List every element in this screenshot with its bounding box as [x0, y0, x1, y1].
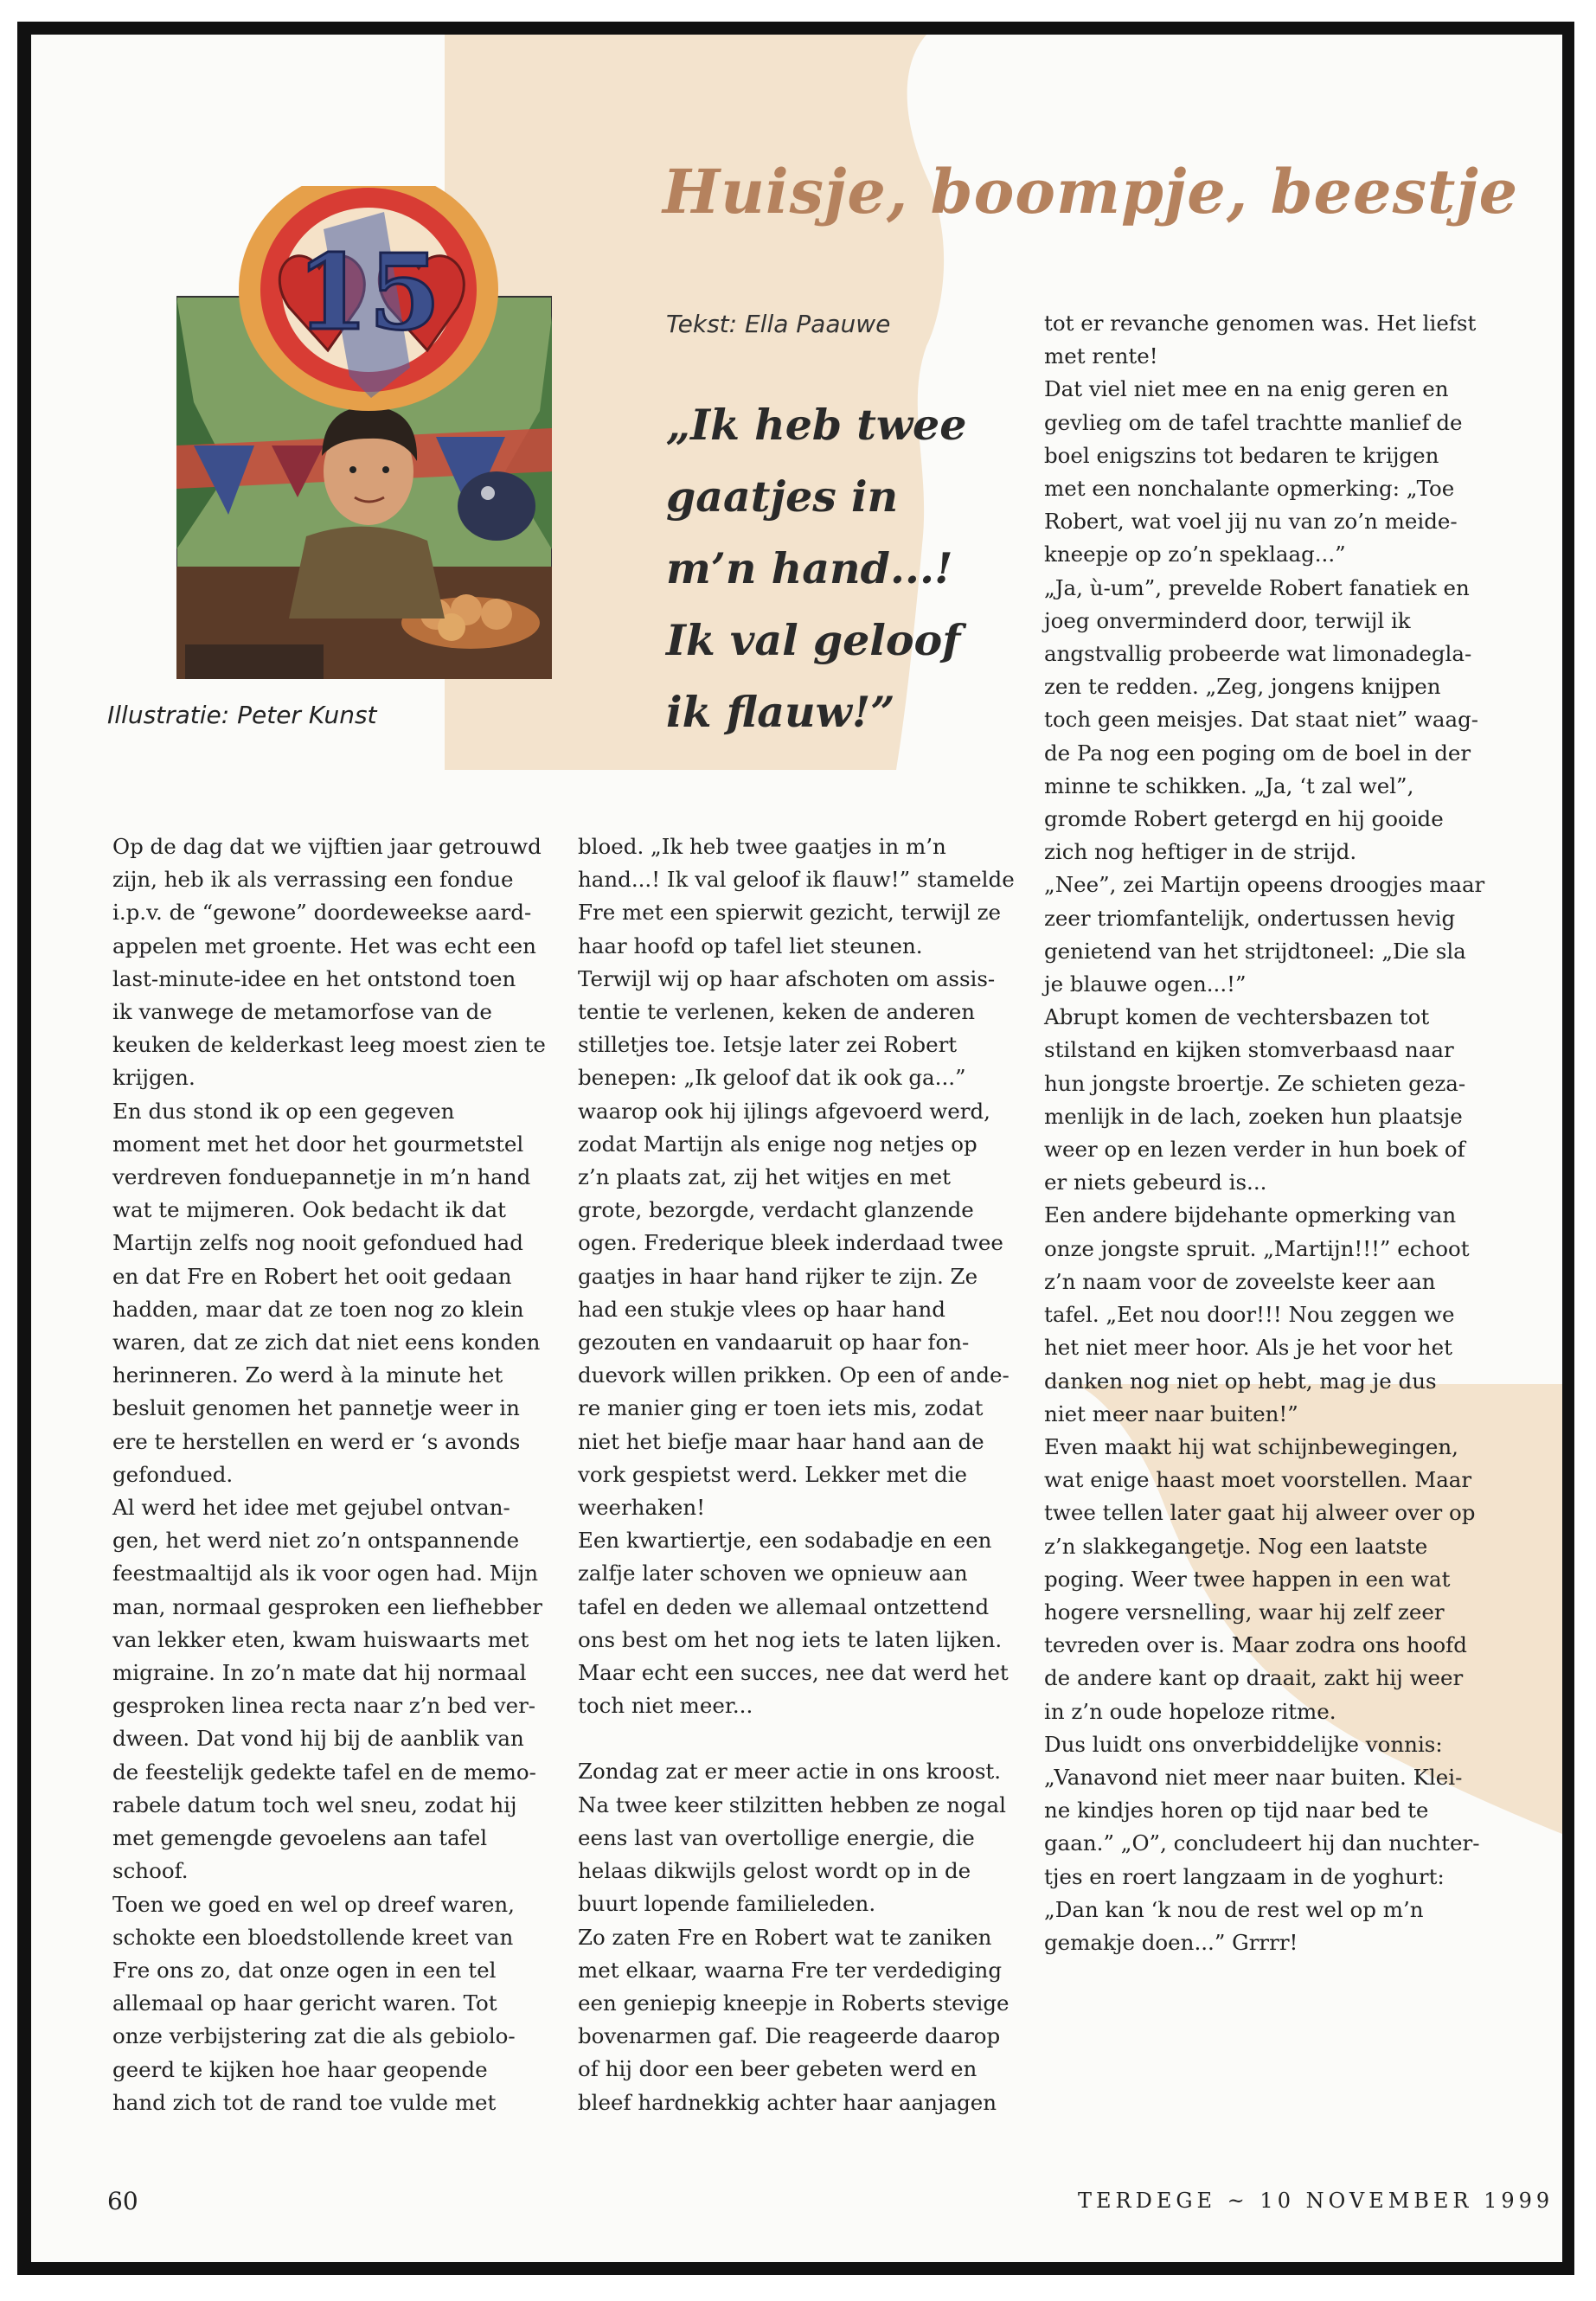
text-line: tafel en deden we allemaal ontzettend [578, 1593, 990, 1619]
text-line: En dus stond ik op een gegeven [112, 1098, 455, 1124]
article-column-1 [112, 830, 546, 2119]
text-line: tjes en roert langzaam in de yoghurt: [1044, 1863, 1445, 1889]
text-line: z’n plaats zat, zij het witjes en met [578, 1164, 951, 1190]
text-line: tafel. „Eet nou door!!! Nou zeggen we [1044, 1302, 1455, 1328]
text-line: poging. Weer twee happen in een wat [1044, 1566, 1451, 1592]
text-line: re manier ging er toen iets mis, zodat [578, 1395, 984, 1421]
text-line: zalfje later schoven we opnieuw aan [578, 1561, 968, 1586]
text-line: gefondued. [112, 1461, 234, 1487]
text-line: allemaal op haar gericht waren. Tot [112, 1990, 497, 2016]
text-line: buurt lopende familieleden. [578, 1891, 876, 1917]
text-line: helaas dikwijls gelost wordt op in de [578, 1858, 971, 1884]
text-line: Dus luidt ons onverbiddelijke vonnis: [1044, 1731, 1443, 1757]
text-line: Robert, wat voel jij nu van zo’n meide- [1044, 509, 1458, 535]
text-line: Zo zaten Fre en Robert wat te zaniken [578, 1924, 992, 1950]
text-line: last-minute-idee en het ontstond toen [112, 965, 516, 991]
text-line: eens last van overtollige energie, die [578, 1824, 975, 1850]
text-line: met een nonchalante opmerking: „Toe [1044, 476, 1455, 502]
text-line: danken nog niet op hebt, mag je dus [1044, 1368, 1437, 1394]
text-line: je blauwe ogen...!” [1044, 971, 1247, 997]
text-line: met gemengde gevoelens aan tafel [112, 1825, 488, 1851]
pull-quote: „Ik heb twee gaatjes in m’n hand...! Ik val geloof ik flauw!” [666, 400, 967, 737]
text-line: Martijn zelfs nog nooit gefondued had [112, 1230, 523, 1256]
text-line: geerd te kijken hoe haar geopende [112, 2056, 488, 2082]
text-line: hadden, maar dat ze toen nog zo klein [112, 1296, 524, 1322]
text-line: Even maakt hij wat schijnbewegingen, [1044, 1433, 1458, 1459]
text-line: of hij door een beer gebeten werd en [578, 2056, 977, 2082]
text-line: hand...! Ik val geloof ik flauw!” stamelde [578, 867, 1015, 893]
text-line: Een kwartiertje, een sodabadje en een [578, 1528, 992, 1554]
text-line: tentie te verlenen, keken de anderen [578, 999, 976, 1025]
text-line: Dat viel niet mee en na enig geren en [1044, 376, 1449, 402]
text-line: Zondag zat er meer actie in ons kroost. [578, 1759, 1002, 1785]
illustration-image [176, 186, 552, 679]
text-line: Fre ons zo, dat onze ogen in een tel [112, 1957, 497, 1983]
text-line: herinneren. Zo werd à la minute het [112, 1362, 503, 1388]
text-line: Na twee keer stilzitten hebben ze nogal [578, 1791, 1006, 1817]
text-line: Een andere bijdehante opmerking van [1044, 1202, 1457, 1228]
text-line: schoof. [112, 1858, 189, 1884]
text-line: appelen met groente. Het was echt een [112, 933, 536, 958]
text-line: dween. Dat vond hij bij de aanblik van [112, 1726, 524, 1752]
text-line: zen te redden. „Zeg, jongens knijpen [1044, 674, 1441, 700]
text-line: besluit genomen het pannetje weer in [112, 1395, 520, 1421]
text-line: z’n naam voor de zoveelste keer aan [1044, 1268, 1436, 1294]
text-line: Al werd het idee met gejubel ontvan- [112, 1495, 510, 1521]
text-line: gromde Robert getergd en hij gooide [1044, 806, 1444, 832]
text-line: moment met het door het gourmetstel [112, 1131, 524, 1157]
text-line: weerhaken! [578, 1495, 706, 1521]
text-line: onze verbijstering zat die als gebiolo- [112, 2023, 516, 2049]
text-line: toch niet meer... [578, 1693, 753, 1719]
text-line: joeg onverminderd door, terwijl ik [1044, 607, 1411, 633]
text-line: weer op en lezen verder in hun boek of [1044, 1137, 1465, 1163]
text-line: tevreden over is. Maar zodra ons hoofd [1044, 1632, 1467, 1658]
text-line: twee tellen later gaat hij alweer over op [1044, 1500, 1476, 1526]
text-line: hun jongste broertje. Ze schieten geza- [1044, 1070, 1466, 1096]
text-line: grote, bezorgde, verdacht glanzende [578, 1197, 974, 1223]
text-line: Fre met een spierwit gezicht, terwijl ze [578, 900, 1002, 926]
text-line: verdreven fonduepannetje in m’n hand [112, 1164, 531, 1190]
text-line: „Ja, ù-um”, prevelde Robert fanatiek en [1044, 574, 1470, 600]
text-line: migraine. In zo’n mate dat hij normaal [112, 1660, 527, 1686]
text-line: zijn, heb ik als verrassing een fondue [112, 867, 514, 893]
publication-footer: TERDEGE ~ 10 NOVEMBER 1999 [1078, 2189, 1554, 2213]
text-line: „Nee”, zei Martijn opeens droogjes maar [1044, 872, 1485, 898]
text-line: gaan.” „O”, concludeert hij dan nuchter- [1044, 1830, 1480, 1856]
text-line: niet het biefje maar haar hand aan de [578, 1428, 984, 1454]
text-line: z’n slakkegangetje. Nog een laatste [1044, 1533, 1428, 1559]
text-line: ik vanwege de metamorfose van de [112, 999, 492, 1025]
text-line: man, normaal gesproken een liefhebber [112, 1593, 542, 1619]
text-line: rabele datum toch wel sneu, zodat hij [112, 1791, 517, 1817]
text-line: gevlieg om de tafel trachtte manlief de [1044, 409, 1463, 435]
text-line: ne kindjes horen op tijd naar bed te [1044, 1798, 1429, 1823]
illustration-credit: Illustratie: Peter Kunst [107, 701, 377, 729]
text-line: bovenarmen gaf. Die reageerde daarop [578, 2023, 1001, 2049]
text-line: ons best om het nog iets te laten lijken. [578, 1626, 1003, 1652]
text-line: de feestelijk gedekte tafel en de memo- [112, 1759, 536, 1785]
magazine-page [31, 35, 1562, 2262]
illustration-number: 15 [296, 232, 441, 354]
text-line: hogere versnelling, waar hij zelf zeer [1044, 1599, 1445, 1625]
text-line: zich nog heftiger in de strijd. [1044, 839, 1357, 865]
text-line: duevork willen prikken. Op een of ande- [578, 1362, 1010, 1388]
text-line: met elkaar, waarna Fre ter verdediging [578, 1957, 1002, 1983]
text-line: toch geen meisjes. Dat staat niet” waag- [1044, 707, 1479, 733]
text-line: bleef hardnekkig achter haar aanjagen [578, 2089, 997, 2115]
author-byline: Tekst: Ella Paauwe [666, 310, 891, 338]
text-line: gesproken linea recta naar z’n bed ver- [112, 1693, 536, 1719]
text-line: van lekker eten, kwam huiswaarts met [112, 1626, 529, 1652]
page-number: 60 [107, 2187, 138, 2215]
text-line: Terwijl wij op haar afschoten om assis- [578, 965, 996, 991]
text-line: had een stukje vlees op haar hand [578, 1296, 945, 1322]
text-line: krijgen. [112, 1065, 195, 1091]
text-line: haar hoofd op tafel liet steunen. [578, 933, 923, 958]
text-line: Toen we goed en wel op dreef waren, [112, 1891, 515, 1917]
text-line [578, 1722, 1015, 1755]
text-line: ere te herstellen en werd er ‘s avonds [112, 1428, 521, 1454]
text-line: Maar echt een succes, nee dat werd het [578, 1660, 1009, 1686]
text-line: angstvallig probeerde wat limonadegla- [1044, 641, 1472, 667]
text-line: waren, dat ze zich dat niet eens konden [112, 1330, 541, 1356]
text-line: „Dan kan ‘k nou de rest wel op m’n [1044, 1896, 1424, 1922]
text-line: stilletjes toe. Ietsje later zei Robert [578, 1032, 958, 1058]
text-line: i.p.v. de “gewone” doordeweekse aard- [112, 900, 532, 926]
text-line: in z’n oude hopeloze ritme. [1044, 1698, 1336, 1724]
text-line: onze jongste spruit. „Martijn!!!” echoot [1044, 1235, 1470, 1261]
text-line: menlijk in de lach, zoeken hun plaatsje [1044, 1103, 1463, 1129]
text-line: waarop ook hij ijlings afgevoerd werd, [578, 1098, 990, 1124]
text-line: zodat Martijn als enige nog netjes op [578, 1131, 977, 1157]
text-line: Abrupt komen de vechtersbazen tot [1044, 1004, 1430, 1030]
text-line: de andere kant op draait, zakt hij weer [1044, 1665, 1464, 1691]
text-line: gemakje doen...” Grrrr! [1044, 1929, 1298, 1955]
text-line: keuken de kelderkast leeg moest zien te [112, 1032, 546, 1058]
text-line: zeer triomfantelijk, ondertussen hevig [1044, 905, 1456, 931]
article-column-2 [578, 830, 1015, 2119]
text-line: hand zich tot de rand toe vulde met [112, 2089, 497, 2115]
text-line: een geniepig kneepje in Roberts stevige [578, 1990, 1010, 2016]
text-line: minne te schikken. „Ja, ‘t zal wel”, [1044, 772, 1414, 798]
text-line: kneepje op zo’n speklaag...” [1044, 542, 1346, 567]
text-line: met rente! [1044, 343, 1158, 369]
text-line: de Pa nog een poging om de boel in der [1044, 740, 1471, 766]
text-line: niet meer naar buiten!” [1044, 1400, 1298, 1426]
text-line: er niets gebeurd is... [1044, 1170, 1267, 1195]
text-line: Op de dag dat we vijftien jaar getrouwd [112, 834, 542, 859]
text-line: gaatjes in haar hand rijker te zijn. Ze [578, 1263, 978, 1289]
text-line: bloed. „Ik heb twee gaatjes in m’n [578, 834, 946, 859]
article-title: Huisje, boompje, beestje [663, 156, 1519, 228]
text-line: „Vanavond niet meer naar buiten. Klei- [1044, 1764, 1463, 1790]
text-line: wat enige haast moet voorstellen. Maar [1044, 1467, 1472, 1493]
text-line: stilstand en kijken stomverbaasd naar [1044, 1037, 1454, 1063]
text-line: ogen. Frederique bleek inderdaad twee [578, 1230, 1003, 1256]
text-line: tot er revanche genomen was. Het liefst [1044, 311, 1477, 336]
text-line: feestmaaltijd als ik voor ogen had. Mijn [112, 1561, 539, 1586]
text-line: gezouten en vandaaruit op haar fon- [578, 1330, 970, 1356]
text-line: benepen: „Ik geloof dat ik ook ga...” [578, 1065, 966, 1091]
text-line: en dat Fre en Robert het ooit gedaan [112, 1263, 512, 1289]
text-line: gen, het werd niet zo’n ontspannende [112, 1528, 520, 1554]
text-line: schokte een bloedstollende kreet van [112, 1924, 514, 1950]
article-column-3 [1044, 307, 1484, 1959]
text-line: het niet meer hoor. Als je het voor het [1044, 1335, 1452, 1361]
text-line: vork gespietst werd. Lekker met die [578, 1461, 968, 1487]
text-line: wat te mijmeren. Ook bedacht ik dat [112, 1197, 506, 1223]
text-line: genietend van het strijdtoneel: „Die sla [1044, 938, 1466, 964]
text-line: boel enigszins tot bedaren te krijgen [1044, 442, 1439, 468]
